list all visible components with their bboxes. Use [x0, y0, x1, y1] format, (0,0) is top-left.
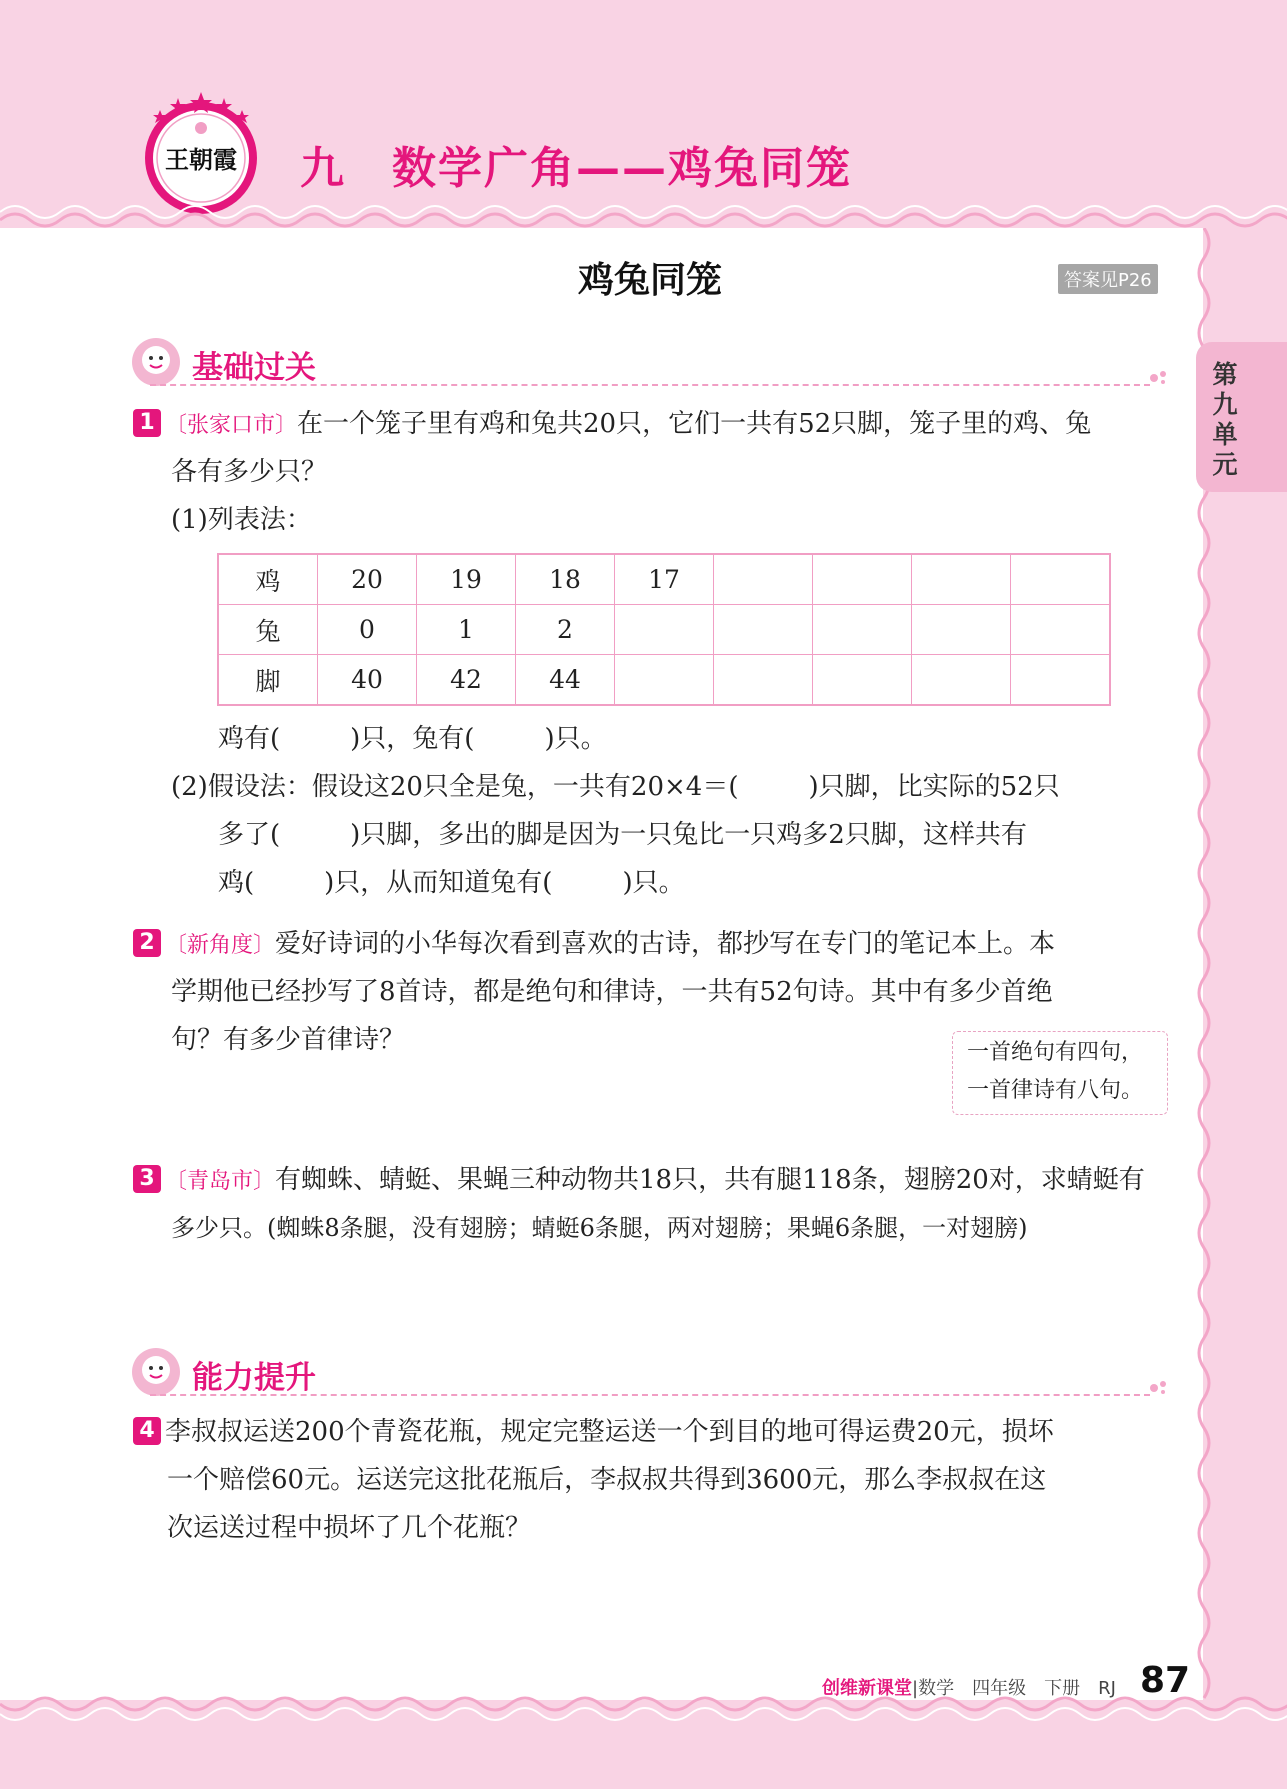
hint-line: 一首绝句有四句， [967, 1040, 1144, 1065]
question-4-line2: 一个赔偿60元。运送完这批花瓶后，李叔叔共得到3600元，那么李叔叔在这 [167, 1465, 1047, 1495]
table-cell[interactable] [912, 655, 1011, 706]
hint-box [952, 1031, 1168, 1115]
section-mascot-icon [130, 1346, 182, 1398]
answer-reference-badge: 答案见P26 [1058, 264, 1158, 294]
table-cell: 40 [318, 655, 417, 706]
part-2-text: 鸡( [218, 868, 255, 898]
table-cell[interactable] [1011, 554, 1111, 605]
table-cell[interactable] [813, 655, 912, 706]
result-text: )只。 [544, 724, 607, 754]
question-3 [133, 1156, 1145, 1206]
divider-dots-icon [1148, 1376, 1168, 1396]
table-cell: 0 [318, 605, 417, 655]
table-cell[interactable] [615, 655, 714, 706]
table-cell: 44 [516, 655, 615, 706]
table-cell: 1 [417, 605, 516, 655]
table-cell[interactable] [714, 554, 813, 605]
question-1 [133, 400, 1091, 450]
question-text: 李叔叔运送200个青瓷花瓶，规定完整运送一个到目的地可得运费20元，损坏 [165, 1417, 1054, 1447]
question-number: 4 [133, 1417, 161, 1445]
table-cell: 18 [516, 554, 615, 605]
table-cell[interactable] [615, 605, 714, 655]
question-4 [133, 1408, 1054, 1456]
table-cell[interactable] [912, 605, 1011, 655]
part-2-text: (2)假设法：假设这20只全是兔，一共有20×4＝( [171, 772, 739, 802]
table-cell[interactable] [813, 605, 912, 655]
table-cell[interactable] [912, 554, 1011, 605]
row-header: 脚 [218, 655, 318, 706]
section-mascot-icon [130, 336, 182, 388]
table-cell[interactable] [813, 554, 912, 605]
table-cell: 42 [417, 655, 516, 706]
section-divider [150, 1394, 1150, 1398]
section-title-advanced: 能力提升 [192, 1360, 316, 1396]
unit-title: 九 数学广角——鸡兔同笼 [300, 143, 852, 194]
table-cell: 19 [417, 554, 516, 605]
part-2-line1 [171, 763, 1060, 811]
table-cell[interactable] [1011, 655, 1111, 706]
result-text: 鸡有( [218, 724, 281, 754]
source-tag: 〔青岛市〕 [165, 1169, 276, 1194]
table-cell: 17 [615, 554, 714, 605]
question-3-line2: 多少只。(蜘蛛8条腿，没有翅膀；蜻蜓6条腿，两对翅膀；果蝇6条腿，一对翅膀) [171, 1214, 1028, 1242]
table-cell: 20 [318, 554, 417, 605]
table-cell[interactable] [714, 655, 813, 706]
part-2-line2 [218, 811, 1027, 859]
question-text: 爱好诗词的小华每次看到喜欢的古诗，都抄写在专门的笔记本上。本 [275, 929, 1056, 959]
question-4-line3: 次运送过程中损坏了几个花瓶？ [167, 1513, 532, 1543]
table-row [218, 605, 1110, 655]
question-text: 有蜘蛛、蜻蜓、果蝇三种动物共18只，共有腿118条，翅膀20对，求蜻蜓有 [275, 1165, 1145, 1195]
footer-info: |数学 四年级 下册 RJ [912, 1678, 1116, 1699]
table-cell[interactable] [1011, 605, 1111, 655]
source-tag: 〔新角度〕 [165, 933, 276, 958]
question-number: 2 [133, 929, 161, 957]
part-2-text: )只，从而知道兔有( [324, 868, 553, 898]
result-text: )只，兔有( [350, 724, 475, 754]
part-2-text: )只脚，多出的脚是因为一只兔比一只鸡多2只脚，这样共有 [350, 820, 1027, 850]
table-row [218, 655, 1110, 706]
table-cell[interactable] [714, 605, 813, 655]
part-2-text: )只。 [622, 868, 685, 898]
part-1-label: (1)列表法： [171, 505, 312, 535]
part-2-text: )只脚，比实际的52只 [808, 772, 1060, 802]
part-2-line3 [218, 859, 685, 907]
section-divider [150, 384, 1150, 388]
question-number: 1 [133, 409, 161, 437]
footer-brand: 创维新课堂 [822, 1678, 912, 1699]
unit-side-tab-label: 第九单元 [1212, 360, 1238, 479]
question-text: 在一个笼子里有鸡和兔共20只，它们一共有52只脚，笼子里的鸡、兔 [297, 409, 1092, 439]
table-row [218, 554, 1110, 605]
row-header: 鸡 [218, 554, 318, 605]
svg-text:王朝霞: 王朝霞 [165, 145, 237, 174]
result-line [218, 715, 607, 763]
source-tag: 〔张家口市〕 [165, 413, 298, 438]
table-cell: 2 [516, 605, 615, 655]
hint-line: 一首律诗有八句。 [967, 1078, 1144, 1103]
question-2-line3: 句？有多少首律诗？ [171, 1025, 406, 1055]
divider-dots-icon [1148, 366, 1168, 386]
row-header: 兔 [218, 605, 318, 655]
question-number: 3 [133, 1165, 161, 1193]
part-2-text: 多了( [218, 820, 281, 850]
question-1-line2: 各有多少只？ [171, 457, 328, 487]
lesson-title: 鸡兔同笼 [577, 260, 722, 301]
chicken-rabbit-table [217, 553, 1111, 706]
question-2-line2: 学期他已经抄写了8首诗，都是绝句和律诗，一共有52句诗。其中有多少首绝 [171, 977, 1053, 1007]
section-title-basic: 基础过关 [192, 350, 316, 386]
footer-book-info [822, 1674, 1116, 1700]
page-number: 87 [1140, 1660, 1191, 1701]
question-2 [133, 920, 1055, 970]
